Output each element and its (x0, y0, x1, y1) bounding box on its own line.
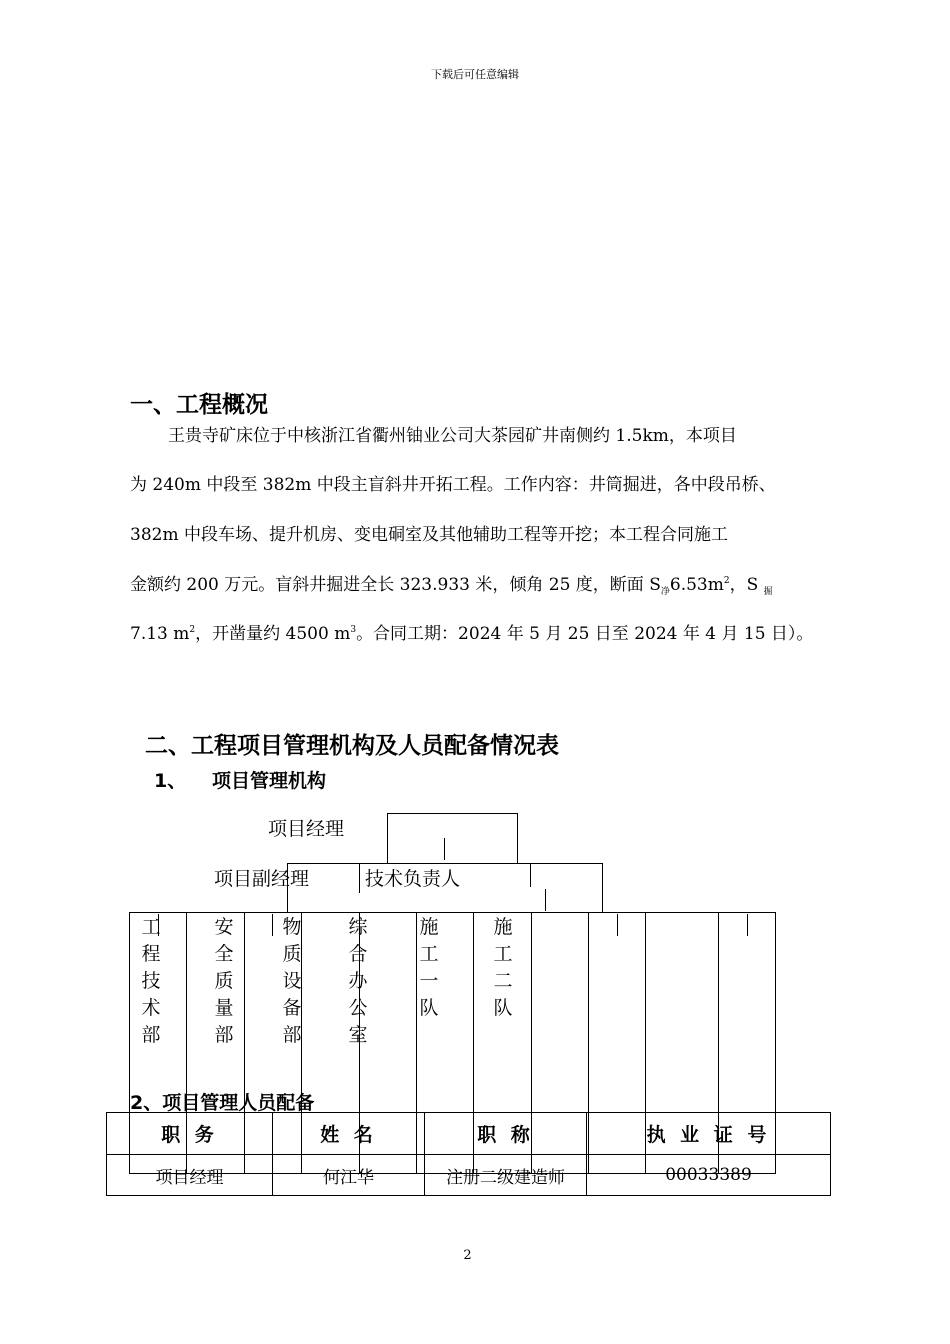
org-department-char: 一 (419, 970, 439, 992)
body-line-1: 王贵寺矿床位于中核浙江省衢州铀业公司大茶园矿井南侧约 1.5km，本项目 (168, 426, 737, 446)
line4-sub-a: 净 (660, 587, 670, 597)
org-department-char: 质 (214, 970, 234, 992)
org-department-char: 队 (493, 997, 513, 1019)
org-connector (530, 863, 531, 887)
table-header-cell: 姓 名 (273, 1113, 425, 1155)
org-department-char: 合 (348, 943, 368, 965)
table-header-cell: 执 业 证 号 (587, 1113, 831, 1155)
org-department-char: 质 (282, 943, 302, 965)
org-department-char: 队 (419, 997, 439, 1019)
org-department-char: 工 (419, 943, 439, 965)
org-connector (359, 863, 360, 893)
org-department-char: 工 (141, 916, 161, 938)
org-department-char: 物 (282, 916, 302, 938)
org-department-char: 部 (282, 1024, 302, 1046)
org-department-char: 量 (214, 997, 234, 1019)
org-department-char: 二 (493, 970, 513, 992)
body-line-5 (130, 622, 814, 649)
line5-text-c: 。合同工期：2024 年 5 月 25 日至 2024 年 4 月 15 日）。 (356, 624, 814, 644)
line4-text-a: 金额约 200 万元。盲斜井掘进全长 323.933 米，倾角 25 度，断面 S (130, 575, 661, 595)
line5-sup-b: 3 (350, 625, 357, 635)
org-department-label (280, 914, 304, 1049)
org-department-label (491, 914, 515, 1022)
body-line-4 (130, 573, 810, 600)
org-deputy-label: 项目副经理 (214, 868, 310, 890)
org-department-char: 设 (282, 970, 302, 992)
line5-text-b: ，开凿量约 4500 m (195, 624, 351, 644)
table-header-row (107, 1113, 831, 1155)
org-department-char: 室 (348, 1024, 368, 1046)
line4-text-c: ，S (729, 575, 759, 595)
table-header-cell: 职 称 (425, 1113, 587, 1155)
org-tick (272, 914, 273, 936)
org-manager-label: 项目经理 (268, 818, 345, 840)
org-tick (617, 914, 618, 936)
line5-text-a: 7.13 m (130, 624, 190, 644)
org-department-char: 术 (141, 997, 161, 1019)
table-row (107, 1155, 831, 1196)
org-department-label (212, 914, 236, 1049)
org-department-char: 程 (141, 943, 161, 965)
org-department-char: 全 (214, 943, 234, 965)
org-department-label (346, 914, 370, 1049)
table-header-cell: 职 务 (107, 1113, 273, 1155)
org-department-label (417, 914, 441, 1022)
org-tick (747, 914, 748, 936)
org-second-tier-box (287, 863, 603, 913)
org-department-char: 施 (493, 916, 513, 938)
org-manager-box (387, 813, 518, 864)
org-department-char: 公 (348, 997, 368, 1019)
subsection1-title: 项目管理机构 (212, 770, 327, 792)
table-cell: 00033389 (587, 1155, 831, 1196)
org-department-char: 安 (214, 916, 234, 938)
org-department-char: 施 (419, 916, 439, 938)
page-number: 2 (463, 1248, 472, 1263)
body-line-3: 382m 中段车场、提升机房、变电硐室及其他辅助工程等开挖；本工程合同施工 (130, 525, 728, 545)
line4-sub-b: 掘 (763, 587, 773, 597)
org-department-char: 备 (282, 997, 302, 1019)
section1-title: 一、工程概况 (130, 392, 268, 418)
table-cell: 注册二级建造师 (425, 1155, 587, 1196)
line4-sup-a: 2 (723, 576, 730, 586)
table-cell: 何江华 (273, 1155, 425, 1196)
org-tech-lead-label: 技术负责人 (365, 868, 461, 890)
line4-text-b: 6.53m (669, 575, 724, 595)
org-department-char: 部 (141, 1024, 161, 1046)
org-department-char: 部 (214, 1024, 234, 1046)
org-department-char: 技 (141, 970, 161, 992)
table-cell: 项目经理 (107, 1155, 273, 1196)
header-note: 下载后可任意编辑 (431, 68, 519, 81)
org-connector (545, 889, 546, 911)
org-department-char: 工 (493, 943, 513, 965)
staff-table (106, 1112, 831, 1196)
org-department-label (139, 914, 163, 1049)
body-line-2: 为 240m 中段至 382m 中段主盲斜井开拓工程。工作内容：井筒掘进，各中段吊桥、 (130, 475, 776, 495)
section2-title: 二、工程项目管理机构及人员配备情况表 (145, 733, 559, 759)
org-department-char: 办 (348, 970, 368, 992)
line5-sup-a: 2 (189, 625, 196, 635)
org-connector (444, 838, 445, 860)
subsection1-number: 1、 (154, 770, 187, 792)
org-department-char: 综 (348, 916, 368, 938)
subsection2-title: 2、项目管理人员配备 (130, 1092, 315, 1114)
